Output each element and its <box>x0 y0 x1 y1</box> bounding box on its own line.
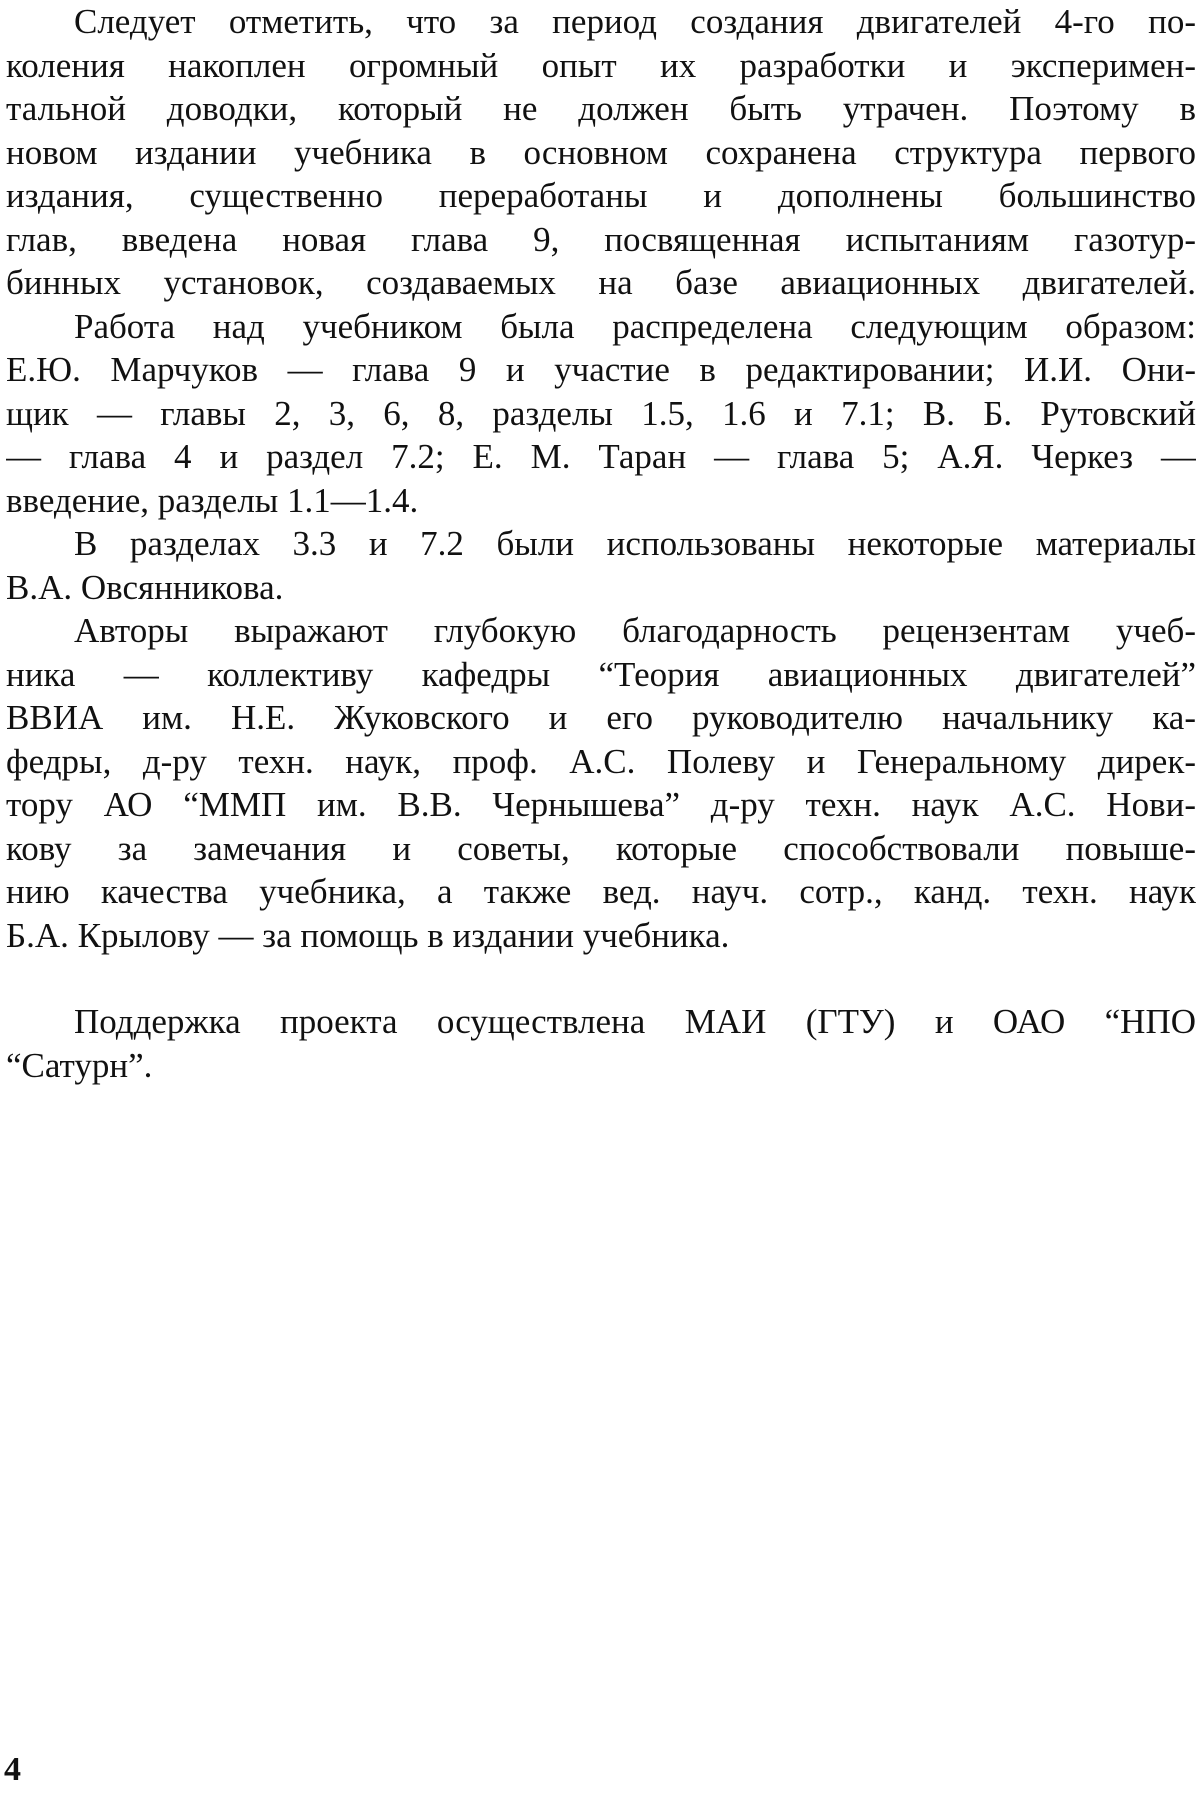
text-line: — глава 4 и раздел 7.2; Е. М. Таран — глава 5; А.Я. Черкез — <box>6 437 1196 476</box>
body-text <box>6 0 1196 1087</box>
paragraph-acknowledgements <box>6 609 1196 957</box>
text-line: В разделах 3.3 и 7.2 были использованы некоторые материалы <box>74 524 1196 563</box>
text-line: Б.А. Крылову — за помощь в издании учебника. <box>6 915 730 955</box>
text-line: В.А. Овсянникова. <box>6 567 284 607</box>
text-line: тальной доводки, который не должен быть утрачен. Поэтому в <box>6 89 1196 128</box>
text-line: Работа над учебником была распределена следующим образом: <box>74 306 1196 346</box>
text-line: кову за замечания и советы, которые способствовали повыше- <box>6 828 1196 868</box>
text-line: Следует отметить, что за период создания двигателей 4-го по- <box>74 2 1196 41</box>
text-line: тору АО “ММП им. В.В. Чернышева” д-ру техн. наук А.С. Нови- <box>6 785 1196 824</box>
text-line: Авторы выражают глубокую благодарность рецензентам учеб- <box>74 611 1196 650</box>
text-line: ВВИА им. Н.Е. Жуковского и его руководителю начальнику ка- <box>6 698 1196 737</box>
text-line: щик — главы 2, 3, 6, 8, разделы 1.5, 1.6 и 7.1; В. Б. Рутовский <box>6 393 1196 433</box>
text-line: федры, д-ру техн. наук, проф. А.С. Полеву и Генеральному дирек- <box>6 741 1196 781</box>
paragraph-work-distribution <box>6 305 1196 523</box>
text-line: ника — коллективу кафедры “Теория авиационных двигателей” <box>6 654 1196 694</box>
text-line: коления накоплен огромный опыт их разработки и эксперимен- <box>6 45 1196 85</box>
text-line: “Сатурн”. <box>6 1045 153 1085</box>
text-line: нию качества учебника, а также вед. науч. сотр., канд. техн. наук <box>6 872 1196 911</box>
text-line: Поддержка проекта осуществлена МАИ (ГТУ) и ОАО “НПО <box>74 1002 1196 1041</box>
text-line: введение, разделы 1.1—1.4. <box>6 480 419 520</box>
paragraph-spacer <box>6 957 1196 1000</box>
text-line: бинных установок, создаваемых на базе авиационных двигателей. <box>6 263 1196 302</box>
paragraph-development-experience <box>6 0 1196 305</box>
paragraph-materials <box>6 522 1196 609</box>
text-line: глав, введена новая глава 9, посвященная испытаниям газотур- <box>6 219 1196 259</box>
text-line: издания, существенно переработаны и дополнены большинство <box>6 176 1196 215</box>
paragraph-project-support <box>6 1000 1196 1087</box>
text-line: Е.Ю. Марчуков — глава 9 и участие в редактировании; И.И. Они- <box>6 350 1196 389</box>
text-line: новом издании учебника в основном сохранена структура первого <box>6 132 1196 172</box>
page-number: 4 <box>4 1751 21 1788</box>
